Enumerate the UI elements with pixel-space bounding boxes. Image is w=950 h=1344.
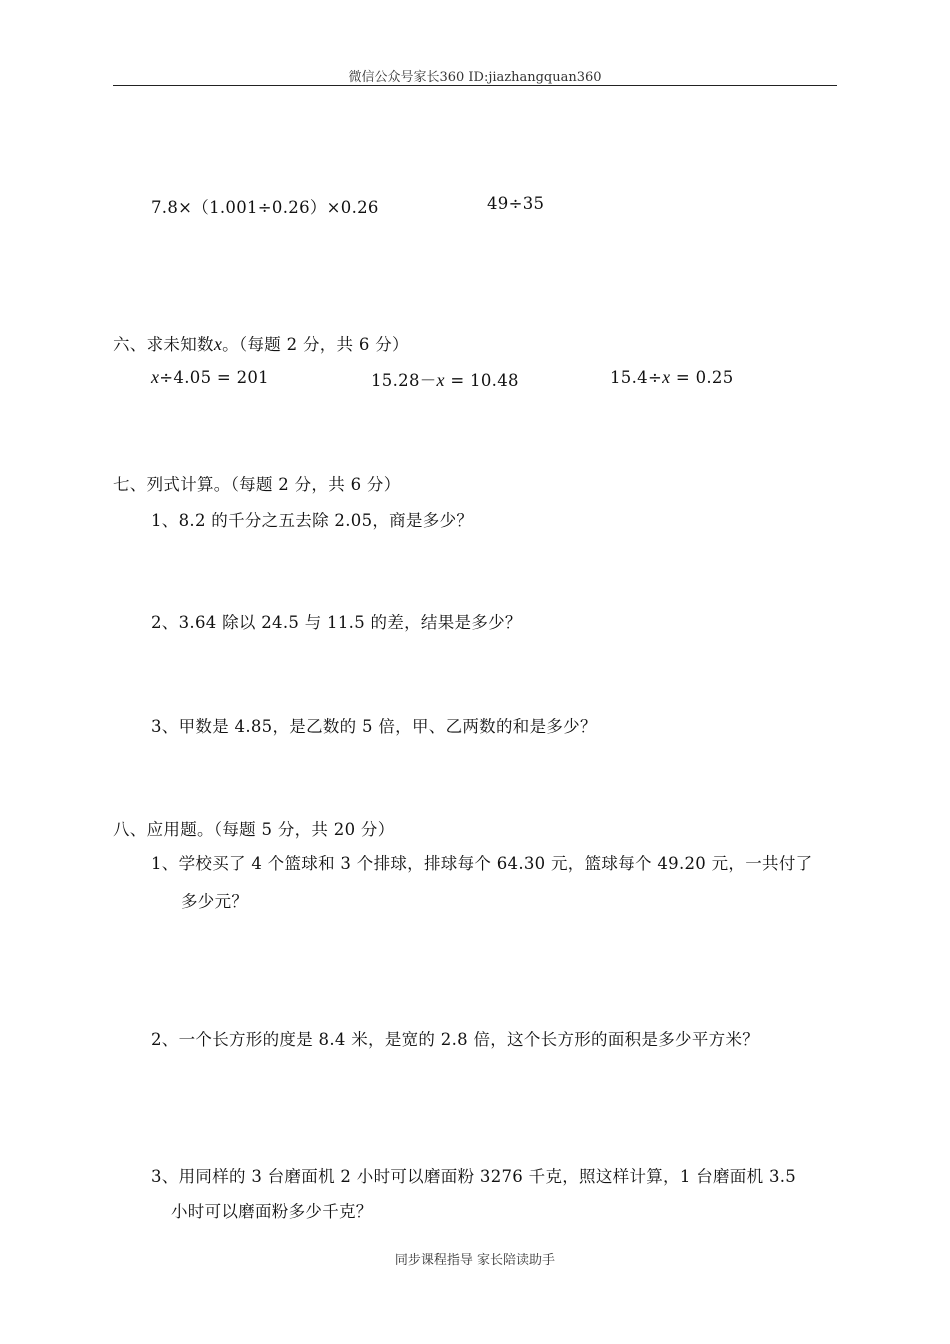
section-6-title-suffix: 。（每题 2 分，共 6 分） (222, 335, 409, 354)
section-7-question-1: 1、8.2 的千分之五去除 2.05，商是多少？ (151, 511, 474, 530)
equation-3-variable: x (662, 367, 671, 387)
section-8-title: 八、应用题。（每题 5 分，共 20 分） (113, 820, 395, 839)
section-6-title (113, 331, 409, 355)
calc-expression-1: 7.8×（1.001÷0.26）×0.26 (151, 198, 379, 217)
section-7-question-2: 2、3.64 除以 24.5 与 11.5 的差，结果是多少？ (151, 613, 522, 632)
section-8-question-1-line-1: 1、学校买了 4 个篮球和 3 个排球，排球每个 64.30 元，篮球每个 49.20 元，一共付了 (151, 854, 813, 873)
page-header: 微信公众号家长360 ID:jiazhangquan360 (348, 70, 602, 85)
equation-2-variable: x (436, 370, 445, 390)
section-8-question-1-line-2: 多少元？ (181, 892, 249, 911)
section-8-question-2: 2、一个长方形的度是 8.4 米，是宽的 2.8 倍，这个长方形的面积是多少平方米？ (151, 1030, 760, 1049)
equation-3 (610, 367, 734, 388)
section-8-question-3-line-1: 3、用同样的 3 台磨面机 2 小时可以磨面粉 3276 千克，照这样计算，1 台磨面机 3.5 (151, 1167, 797, 1186)
section-6-title-prefix: 六、求未知数 (113, 335, 214, 354)
page-footer: 同步课程指导 家长陪读助手 (394, 1253, 556, 1268)
equation-1 (151, 367, 269, 388)
equation-2-prefix: 15.28－ (371, 371, 437, 390)
equation-2 (371, 367, 519, 391)
equation-3-rest: = 0.25 (670, 368, 734, 387)
calc-expression-2: 49÷35 (487, 194, 545, 213)
section-7-title: 七、列式计算。（每题 2 分，共 6 分） (113, 475, 401, 494)
equation-1-variable: x (151, 367, 160, 387)
equation-3-prefix: 15.4÷ (610, 368, 663, 387)
header-rule (113, 85, 837, 86)
section-6-title-variable: x (213, 334, 223, 354)
section-8-question-3-line-2: 小时可以磨面粉多少千克？ (171, 1202, 373, 1221)
section-7-question-3: 3、甲数是 4.85，是乙数的 5 倍，甲、乙两数的和是多少？ (151, 717, 597, 736)
equation-2-rest: = 10.48 (444, 371, 519, 390)
equation-1-rest: ÷4.05 = 201 (159, 368, 269, 387)
